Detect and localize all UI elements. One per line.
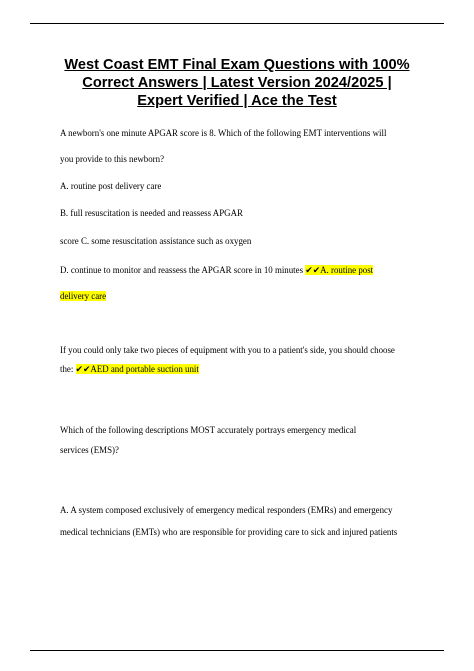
question-3-stem-line-1: Which of the following descriptions MOST accurately portrays emergency medical: [60, 425, 357, 435]
question-1-stem-line-1: A newborn's one minute APGAR score is 8. Which of the following EMT interventions will: [60, 128, 387, 138]
question-3-option-a-line-2: medical technicians (EMTs) who are responsible for providing care to sick and injured patients: [60, 527, 398, 537]
bottom-divider: [30, 650, 444, 651]
title-line-2: Correct Answers | Latest Version 2024/2025 |: [82, 75, 392, 91]
question-3-option-a-line-1: A. A system composed exclusively of emergency medical responders (EMRs) and emergency: [60, 505, 393, 515]
question-2-answer-highlight: ✔✔AED and portable suction unit: [75, 364, 199, 374]
question-1-stem-line-2: you provide to this newborn?: [60, 154, 165, 164]
question-2-stem-line-2: [60, 363, 444, 375]
question-1-option-d-text: D. continue to monitor and reassess the APGAR score in 10 minutes: [60, 265, 306, 275]
question-1-option-b: B. full resuscitation is needed and reassess APGAR: [60, 208, 243, 218]
document-title: [40, 56, 434, 110]
top-divider: [30, 23, 444, 24]
title-line-3: Expert Verified | Ace the Test: [137, 93, 337, 109]
question-2-stem-line-1: If you could only take two pieces of equipment with you to a patient's side, you should choose: [60, 345, 395, 355]
question-1-option-d: [60, 264, 444, 276]
question-1-answer-highlight-2: delivery care: [60, 291, 107, 301]
title-line-1: West Coast EMT Final Exam Questions with 100%: [64, 57, 410, 73]
question-1-option-c: score C. some resuscitation assistance such as oxygen: [60, 236, 252, 246]
question-2-stem-text: the:: [60, 364, 76, 374]
question-1-answer-continuation: [60, 290, 444, 302]
question-1-answer-highlight: ✔✔A. routine post: [305, 265, 374, 275]
question-1-option-a: A. routine post delivery care: [60, 181, 162, 191]
question-3-stem-line-2: services (EMS)?: [60, 445, 119, 455]
